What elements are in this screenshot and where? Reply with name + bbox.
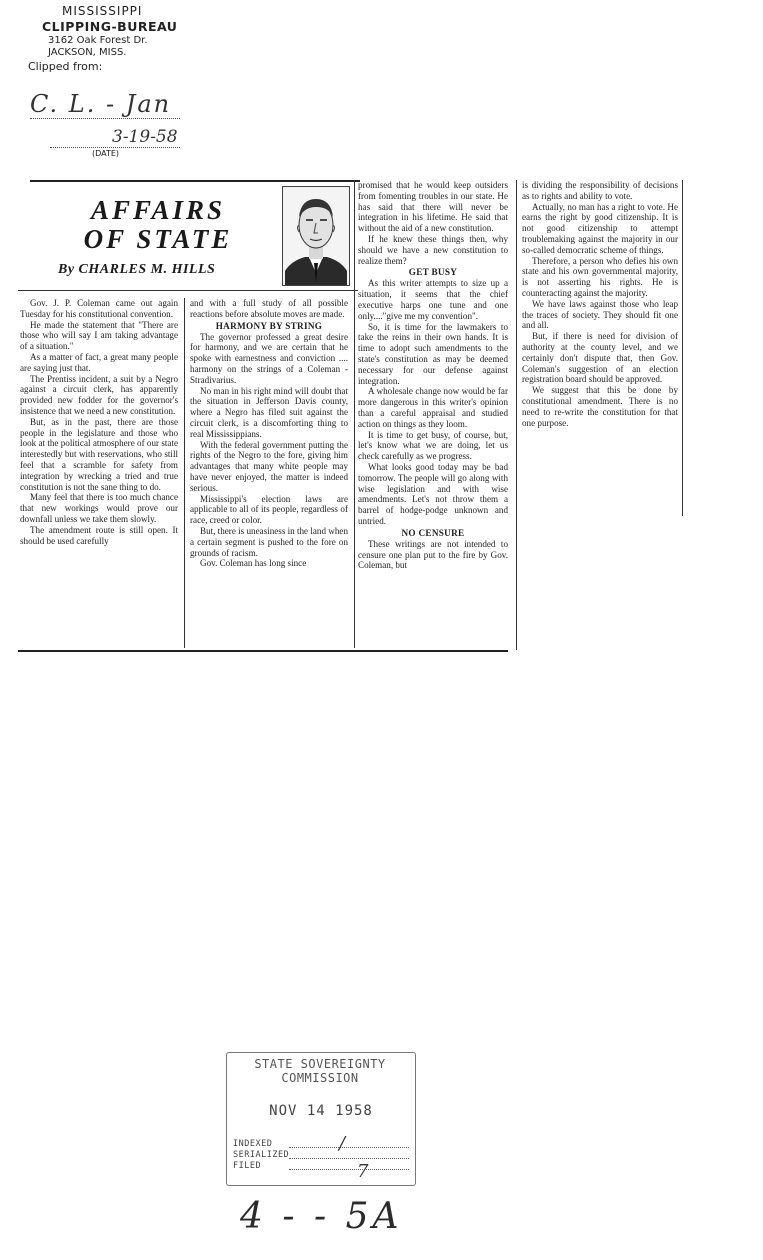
newspaper-clipping: [18, 178, 686, 654]
paragraph: Many feel that there is too much chance that new workings would prove our downfall unless we take them slowly.: [20, 492, 178, 524]
paragraph: The amendment route is still open. It should be used carefully: [20, 524, 178, 546]
bureau-name-line2: CLIPPING-BUREAU: [42, 19, 178, 34]
paragraph: and with a full study of all possible reactions before absolute moves are made.: [190, 298, 348, 319]
stamp-handwritten-check: /: [339, 1133, 346, 1154]
article-column-3: [358, 180, 508, 571]
bureau-address: 3162 Oak Forest Dr.: [48, 35, 148, 46]
paragraph: We suggest that this be done by constitutional amendment. There is no need to re-write the constitution for that one purpose.: [522, 385, 678, 428]
column-rule: [184, 298, 185, 648]
column-rule: [354, 180, 355, 648]
stamp-handwritten-mark: 7: [357, 1161, 369, 1182]
headline-line2: OF STATE: [83, 224, 233, 254]
paragraph: Gov. J. P. Coleman came out again Tuesday for his constitutional convention.: [20, 298, 178, 319]
paragraph: If he knew these things then, why should we have a new constitution to realize them?: [358, 233, 508, 266]
paragraph: So, it is time for the lawmakers to take the reins in their own hands. It is time to adopt such amendments to the state's constitution as may be deemed necessary for our defense against integration.: [358, 321, 508, 386]
bureau-name-line1: MISSISSIPPI: [62, 4, 143, 18]
headline-line1: AFFAIRS: [90, 195, 226, 225]
paragraph: What looks good today may be bad tomorrow. The people will go along with wise legislation and with wise amendments. Let's not throw them a barrel of hodge-podge unknown and untried.: [358, 461, 508, 526]
paragraph: No man in his right mind will doubt that the situation in Jefferson Davis county, where a Negro has filed suit against the circuit clerk, is a discomforting thing to real Mississippians.: [190, 385, 348, 439]
paragraph: These writings are not intended to censure one plan put to the fire by Gov. Coleman, but: [358, 538, 508, 571]
paragraph: He made the statement that "There are those who will say I am taking advantage of a situation.": [20, 319, 178, 352]
date-underline: [50, 147, 180, 148]
paragraph: But, if there is need for division of authority at the county level, and we certainly don't dispute that, then Gov. Coleman's suggestion of an election registration board should be approved.: [522, 331, 678, 385]
paragraph: It is time to get busy, of course, but, let's know what we are doing, let us check carefully as we progress.: [358, 429, 508, 462]
paragraph: With the federal government putting the rights of the Negro to the fore, giving him advantages that many white people may have never enjoyed, the matter is indeed serious.: [190, 439, 348, 493]
article-column-2: [190, 298, 348, 569]
date-label: (DATE): [92, 149, 120, 158]
portrait-drawing: [283, 187, 349, 285]
article-column-1: [20, 298, 178, 546]
source-underline: [30, 118, 180, 119]
stamp-row-label: FILED: [233, 1161, 262, 1171]
bottom-rule: [18, 650, 508, 652]
top-rule: [30, 180, 360, 182]
paragraph: But, there is uneasiness in the land when a certain segment is pushed to the fore on grounds of racism.: [190, 525, 348, 558]
author-portrait: [282, 186, 350, 286]
stamp-date: NOV 14 1958: [269, 1103, 373, 1119]
clipped-from-label: Clipped from:: [28, 60, 103, 73]
column-rule: [516, 180, 517, 650]
stamp-row-serialized: [233, 1150, 409, 1160]
paragraph: A wholesale change now would be far more dangerous in this writer's opinion than a careful appraisal and studied action on things as they loom.: [358, 386, 508, 429]
sovereignty-commission-stamp: [226, 1052, 416, 1186]
stamp-title: STATE SOVEREIGNTY COMMISSION: [254, 1057, 386, 1085]
paragraph: Actually, no man has a right to vote. He earns the right by good citizenship. It is not good citizenship to attempt troublemaking against the majority in our so-called democratic scheme of things.: [522, 201, 678, 255]
paragraph: The governor professed a great desire for harmony, and we are certain that he spoke with earnestness and conviction .... harmony on the strings of a Coleman - Stradivarius.: [190, 331, 348, 385]
paragraph: We have laws against those who leap the traces of society. They should fit one and all.: [522, 298, 678, 331]
bureau-city: JACKSON, MISS.: [48, 47, 127, 58]
headline: [58, 196, 258, 254]
paragraph: As a matter of fact, a great many people are saying just that.: [20, 351, 178, 373]
subheading-harmony-by-string: HARMONY BY STRING: [215, 320, 323, 331]
handwritten-date: 3-19-58: [112, 127, 178, 147]
stamp-row-label: INDEXED: [233, 1139, 273, 1149]
handwritten-file-number: 4 - - 5A: [240, 1196, 403, 1237]
paragraph: Therefore, a person who defies his own state and his own governmental majority, is not asserting his rights. He is counteracting against the majority.: [522, 255, 678, 298]
byline: By CHARLES M. HILLS: [58, 262, 216, 277]
paragraph: is dividing the responsibility of decisions as to rights and ability to vote.: [522, 180, 678, 201]
paragraph: As this writer attempts to size up a situation, it seems that the chief executive harps one tune and one only...."give me my convention".: [358, 278, 508, 321]
paragraph: promised that he would keep outsiders from fomenting troubles in our state. He has said that there will never be integration in his lifetime. He said that without the aid of a new constitution.: [358, 180, 508, 234]
subheading-no-censure: NO CENSURE: [401, 527, 465, 538]
stamp-row-filed: [233, 1161, 409, 1171]
clipping-bureau-header: [28, 4, 198, 74]
paragraph: The Prentiss incident, a suit by a Negro against a circuit clerk, has apparently provided new fodder for the governor's insistence that we need a new constitution.: [20, 373, 178, 416]
paragraph: Mississippi's election laws are applicable to all of its people, regardless of race, creed or color.: [190, 493, 348, 526]
column-rule: [682, 180, 683, 516]
headline-rule: [18, 290, 358, 291]
subheading-get-busy: GET BUSY: [408, 267, 458, 278]
stamp-row-label: SERIALIZED: [233, 1150, 290, 1160]
handwritten-source: C. L. - Jan: [30, 90, 172, 118]
stamp-row-indexed: [233, 1139, 409, 1149]
article-column-4: [522, 180, 678, 428]
paragraph: Gov. Coleman has long since: [200, 558, 307, 569]
paragraph: But, as in the past, there are those people in the legislature and those who look at the political atmosphere of our state interestedly but with reservations, who still feel that a scramble for safety from integration by wrecking a tried and true constitution is not the sane thing to do.: [20, 416, 178, 492]
